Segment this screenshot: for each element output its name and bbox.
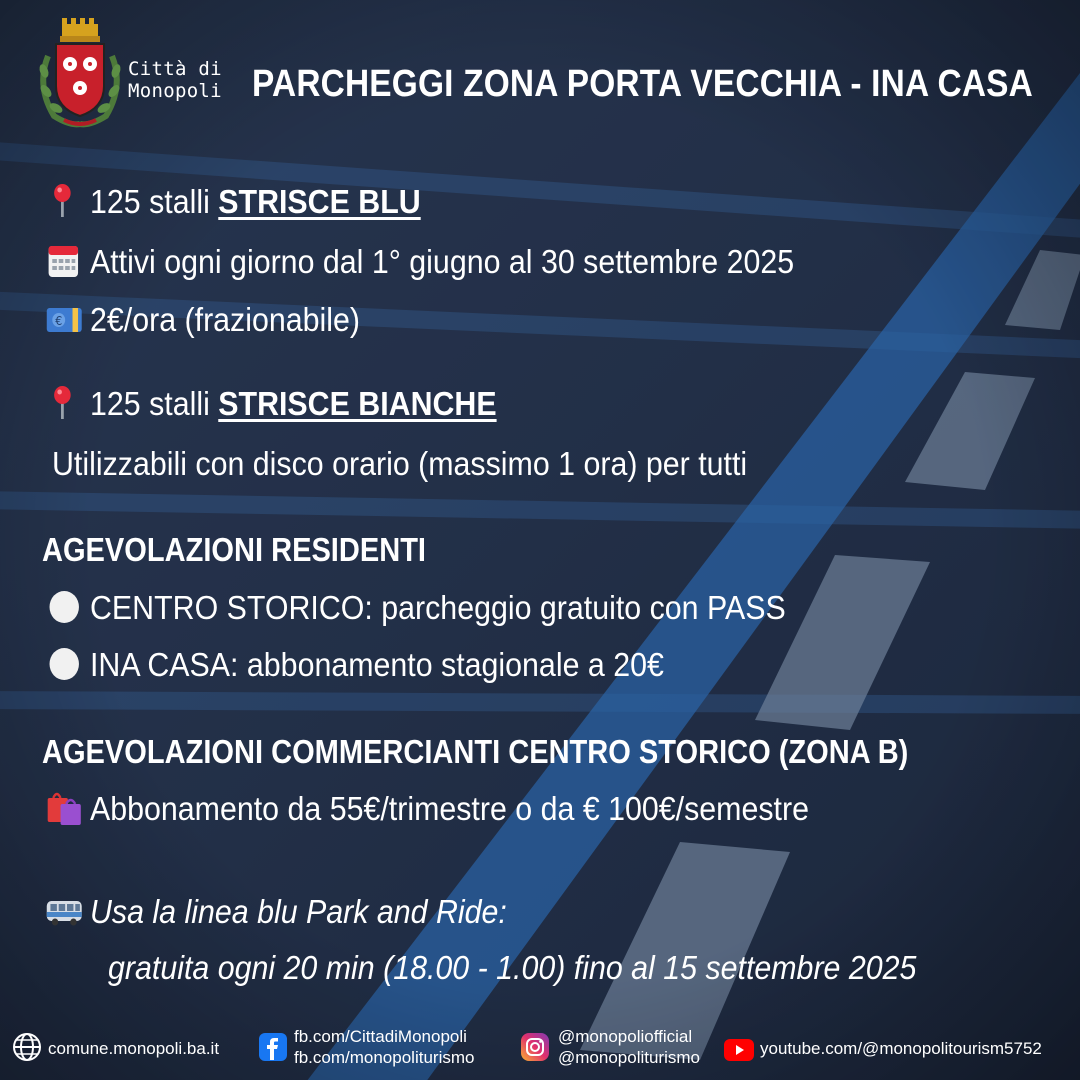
bus-icon <box>44 893 84 929</box>
shopping-bags-icon <box>44 790 84 826</box>
facebook-link-2[interactable]: fb.com/monopoliturismo <box>294 1048 475 1067</box>
blue-stripes-line <box>44 182 421 222</box>
round-pushpin-icon <box>44 385 84 421</box>
page-title: PARCHEGGI ZONA PORTA VECCHIA - INA CASA <box>252 63 1033 105</box>
website-link[interactable]: comune.monopoli.ba.it <box>48 1039 220 1058</box>
footer <box>0 1022 1080 1080</box>
youtube-icon[interactable] <box>724 1035 754 1065</box>
residents-item-text: INA CASA: abbonamento stagionale a 20€ <box>90 646 664 683</box>
round-pushpin-icon <box>44 183 84 219</box>
residents-heading: AGEVOLAZIONI RESIDENTI <box>42 531 427 568</box>
white-circle-icon <box>44 646 84 682</box>
blue-stripes-prefix: 125 stalli <box>90 183 219 220</box>
facebook-link-1[interactable]: fb.com/CittadiMonopoli <box>294 1027 467 1046</box>
white-stripes-label: STRISCE BIANCHE <box>218 385 497 422</box>
instagram-link-1[interactable]: @monopoliofficial <box>558 1027 693 1046</box>
city-name-line2: Monopoli <box>128 80 222 102</box>
blue-stripes-label: STRISCE BLU <box>218 183 421 220</box>
bus-line-1-text: Usa la linea blu Park and Ride: <box>90 893 507 930</box>
merchants-heading: AGEVOLAZIONI COMMERCIANTI CENTRO STORICO (ZONA B) <box>42 733 909 770</box>
merchants-offer-text: Abbonamento da 55€/trimestre o da € 100€/semestre <box>90 790 809 827</box>
schedule-text: Attivi ogni giorno dal 1° giugno al 30 settembre 2025 <box>90 243 795 280</box>
white-stripes-line <box>44 384 497 424</box>
merchants-offer-line <box>44 789 809 829</box>
residents-item-ina-casa <box>44 645 664 685</box>
white-circle-icon <box>44 589 84 625</box>
white-stripes-prefix: 125 stalli <box>90 385 219 422</box>
globe-icon <box>12 1032 42 1062</box>
youtube-link[interactable]: youtube.com/@monopolitourism5752 <box>760 1039 1042 1058</box>
instagram-icon[interactable] <box>520 1032 550 1062</box>
instagram-link-2[interactable]: @monopoliturismo <box>558 1048 700 1067</box>
euro-banknote-icon <box>44 301 84 337</box>
bus-line-2: gratuita ogni 20 min (18.00 - 1.00) fino al 15 settembre 2025 <box>108 949 917 986</box>
price-text: 2€/ora (frazionabile) <box>90 301 361 338</box>
schedule-line <box>44 242 794 282</box>
svg-text:€: € <box>55 313 63 329</box>
calendar-icon <box>44 243 84 279</box>
white-stripes-note: Utilizzabili con disco orario (massimo 1 ora) per tutti <box>52 445 748 482</box>
facebook-icon[interactable] <box>258 1032 288 1062</box>
city-crest-logo <box>34 16 126 130</box>
bus-line-1 <box>44 892 507 932</box>
city-name <box>128 58 222 102</box>
residents-item-text: CENTRO STORICO: parcheggio gratuito con PASS <box>90 589 786 626</box>
price-line <box>44 300 360 340</box>
city-name-line1: Città di <box>128 58 222 80</box>
residents-item-centro-storico <box>44 588 786 628</box>
